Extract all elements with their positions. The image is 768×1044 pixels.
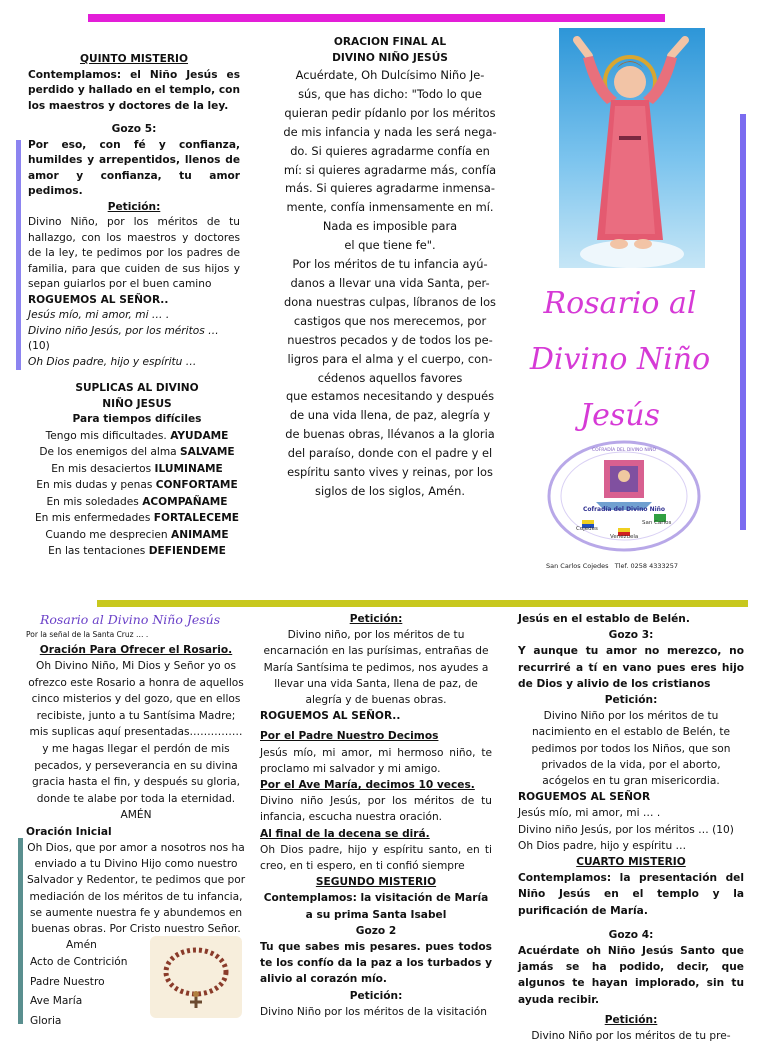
suplica-plea: CONFORTAME	[155, 479, 238, 491]
acto-contricion-item: Acto de Contrición	[30, 956, 128, 969]
oracion-line: Acuérdate, Oh Dulcísimo Niño Je-	[295, 68, 485, 82]
suplica-item	[28, 477, 246, 494]
oracion-line: del paraíso, donde con el padre y el	[287, 446, 493, 461]
roguemos-label: ROGUEMOS AL SEÑOR..	[28, 293, 169, 306]
suplica-plea: AYUDAME	[170, 429, 229, 442]
quinto-contemplation: Contemplamos: el Niño Jesús es perdido y hallado en el templo, con los maestros y doctores de la ley.	[28, 68, 240, 112]
oracion-line: siglos de los siglos, Amén.	[315, 483, 465, 498]
gozo-5-label: Gozo 5:	[111, 123, 157, 135]
final-decena-title: Al final de la decena se dirá.	[260, 827, 430, 840]
oracion-line: cédenos aquellos favores	[317, 370, 463, 385]
bottom-col-2	[260, 611, 492, 1020]
oracion-line: de mis infancia y nada les será nega-	[283, 124, 497, 139]
padre-nuestro-text: Jesús mío, mi amor, mi hermoso niño, te proclamo mi salvador y mi amigo.	[260, 746, 492, 775]
peticion-label: Petición:	[107, 200, 161, 213]
logo-ring-text: COFRADÍA DEL DIVINO NIÑO	[592, 448, 656, 453]
olive-divider-bar	[97, 600, 748, 607]
cover-title	[520, 276, 720, 444]
peticion-label-3: Petición:	[349, 989, 403, 1002]
roguemos-label-3: ROGUEMOS AL SEÑOR	[518, 791, 651, 804]
suplica-text: En mis enfermedades	[34, 512, 151, 524]
cofradia-logo	[546, 440, 702, 552]
peticion-label-5: Petición:	[604, 1013, 658, 1026]
rosary-image	[150, 936, 242, 1018]
violet-side-bar-right	[740, 114, 746, 530]
suplicas-title-1: SUPLICAS AL DIVINO	[75, 382, 199, 394]
oracion-line: Nada es imposible para	[322, 219, 458, 234]
prayer-line-1: Jesús mío, mi amor, mi … .	[28, 309, 170, 321]
suplica-item	[28, 444, 246, 461]
suplica-plea: FORTALECEME	[153, 512, 240, 524]
suplica-plea: ACOMPAÑAME	[142, 495, 228, 508]
prayer-line-b1: Jesús mío, mi amor, mi … .	[518, 807, 661, 820]
final-decena-text: Oh Dios padre, hijo y espíritu santo, en ti creo, en ti espero, en ti confió siempre	[260, 843, 492, 873]
violet-side-bar-left	[16, 140, 21, 370]
suplicas-section	[28, 381, 246, 560]
cover-title-line-2: Divino Niño	[529, 342, 711, 377]
suplica-plea: ILUMINAME	[154, 462, 223, 475]
suplica-text: En las tentaciones	[48, 545, 146, 557]
oracion-line: el que tiene fe".	[344, 238, 436, 253]
suplica-plea: SALVAME	[180, 446, 235, 458]
magenta-top-bar	[88, 14, 665, 22]
oracion-line: que estamos necesitando y después	[285, 389, 495, 404]
logo-left-text: Cojedes	[576, 526, 598, 532]
logo-bottom-text: Venezuela	[610, 534, 639, 540]
gozo-2-label: Gozo 2	[355, 924, 397, 937]
segundo-contemplation: Contemplamos: la visitación de María a su prima Santa Isabel	[263, 892, 489, 921]
roguemos-label-2: ROGUEMOS AL SEÑOR..	[260, 710, 401, 723]
oracion-line: ligros para el alma y el cuerpo, con-	[287, 351, 493, 366]
belen-line: Jesús en el establo de Belén.	[518, 613, 690, 625]
oracion-line: mente, confía inmensamente en mí.	[286, 200, 494, 215]
suplica-plea: ANIMAME	[171, 528, 229, 541]
oracion-line: quieran pedir pídanlo por los méritos	[284, 105, 496, 120]
rosary-icon	[150, 936, 242, 1018]
child-jesus-figure-icon	[559, 28, 705, 268]
suplica-text: Cuando me desprecien	[45, 528, 168, 541]
senal-cruz: Por la señal de la Santa Cruz … .	[26, 630, 149, 639]
suplicas-list	[28, 428, 246, 560]
oracion-final-column	[268, 34, 512, 501]
suplica-item	[28, 543, 246, 560]
ofrecer-text: Oh Divino Niño, Mi Dios y Señor yo os ofrezco este Rosario a honra de aquellos cinco misterios y del gozo, que en ellos recibiste, junto a tu Santísima Madre; mis suplicas aquí presentadas…………… y me hagas llegar el perdón de mis pecados, y perseverancia en su divina gracia hasta el fin, y después su gloria, donde te alabe por toda la eternidad. AMÉN	[28, 660, 244, 822]
rosario-script-title: Rosario al Divino Niño Jesús	[40, 612, 221, 627]
suplicas-subtitle: Para tiempos difíciles	[72, 413, 202, 425]
suplica-item	[28, 428, 246, 445]
oracion-line: mí: si quieres agradarme más, confía	[283, 162, 497, 177]
oracion-line: sús, que has dicho: "Todo lo que	[298, 86, 482, 101]
logo-banner-text: Cofradía del Divino Niño	[582, 506, 666, 513]
oracion-line: espíritu santo vives y reinas, por los	[287, 465, 493, 480]
suplica-item	[28, 461, 246, 478]
peticion-text-5: Divino Niño por los méritos de tu pre-	[531, 1030, 731, 1043]
suplica-text: Tengo mis dificultades.	[45, 429, 167, 442]
oracion-final-title-2: DIVINO NIÑO JESÚS	[332, 52, 448, 64]
ave-maria-title: Por el Ave María, decimos 10 veces.	[260, 779, 475, 792]
peticion-text-4: Divino Niño por los méritos de tu nacimiento en el establo de Belén, te pedimos por todos los Niños, que son privados de la vida, por el aborto, acógelos en tu gran misericordia.	[531, 710, 731, 788]
peticion-text-2: Divino niño, por los méritos de tu encarnación en las purísimas, entrañas de María Santísima te pedimos, nos ayudes a llevar una vida Santa, llena de paz, de alegría y de buenas obras.	[263, 629, 489, 707]
bottom-col-3	[518, 611, 744, 1044]
oracion-line: Por los méritos de tu infancia ayú-	[292, 257, 488, 272]
ave-maria-item: Ave María	[30, 995, 83, 1008]
oracion-line: de buenas obras, llévanos a la gloria	[285, 427, 495, 442]
gozo-4-text: Acuérdate oh Niño Jesús Santo que jamás se ha podido, decir, que algunos te hayan implorado, sin tu ayuda recibir.	[518, 945, 744, 1006]
teal-side-bar	[18, 838, 23, 1024]
amen-text: Amén	[66, 939, 97, 952]
prayer-line-2: Divino niño Jesús, por los méritos …	[28, 324, 219, 337]
gozo-4-label: Gozo 4:	[608, 928, 654, 941]
gozo-3-label: Gozo 3:	[608, 629, 654, 642]
suplica-text: De los enemigos del alma	[39, 446, 177, 458]
oracion-line: más. Si quieres agradarme inmensa-	[285, 181, 495, 196]
divino-nino-image	[559, 28, 705, 268]
oracion-line: danos a llevar una vida Santa, per-	[290, 275, 490, 290]
suplicas-title-2: NIÑO JESUS	[102, 397, 172, 410]
logo-right-text: San Carlos	[642, 520, 672, 526]
gozo-3-text: Y aunque tu amor no merezco, no recurriré a tí en vano pues eres hijo de Dios y alivio de los cristianos	[518, 645, 744, 690]
oracion-line: de una vida llena, de paz, alegría y	[289, 408, 491, 423]
cover-title-line-3: Jesús	[580, 398, 660, 433]
suplica-text: En mis dudas y penas	[36, 479, 153, 491]
gozo-2-text: Tu que sabes mis pesares. pues todos te los confío da la paz a los turbados y alivio al corazón mío.	[260, 941, 492, 986]
suplica-text: En mis soledades	[46, 495, 139, 508]
suplica-plea: DEFIENDEME	[148, 545, 226, 557]
peticion-label-2: Petición:	[349, 613, 403, 625]
prayer-line-3: Oh Dios padre, hijo y espíritu …	[28, 355, 197, 368]
peticion-label-4: Petición:	[604, 694, 658, 707]
cover-title-line-1: Rosario al	[543, 286, 697, 321]
oracion-line: castigos que nos merecemos, por	[293, 313, 487, 328]
suplica-text: En mis desaciertos	[51, 462, 152, 475]
ofrecer-title: Oración Para Ofrecer el Rosario.	[39, 644, 233, 656]
suplica-item	[28, 527, 246, 544]
peticion-text-3: Divino Niño por los méritos de la visitación	[260, 1005, 487, 1018]
inicial-title: Oración Inicial	[26, 825, 112, 838]
quinto-misterio-column	[28, 52, 240, 370]
prayer-line-b2: Divino niño Jesús, por los méritos … (10)	[518, 823, 734, 836]
oracion-line: do. Si quieres agradarme confía en	[290, 143, 490, 158]
gloria-item: Gloria	[30, 1014, 62, 1027]
inicial-text: Oh Dios, que por amor a nosotros nos ha enviado a tu Divino Hijo como nuestro Salvador y Redentor, te pedimos que por mediación de los méritos de tu infancia, se aumente nuestra fe y abundemos en buenas obras. Por Cristo nuestro Señor.	[26, 841, 246, 935]
cuarto-contemplation: Contemplamos: la presentación del Niño Jesús en el templo y la purificación de María.	[518, 872, 744, 917]
peticion-text: Divino Niño, por los méritos de tu hallazgo, con los maestros y doctores de la ley, te pedimos por los padres de familia, para que cuiden de sus hijos y sepan guiarlos por el buen camino	[28, 216, 240, 290]
ave-maria-text: Divino niño Jesús, por los méritos de tu infancia, escucha nuestra oración.	[260, 795, 492, 824]
cuarto-misterio-title: CUARTO MISTERIO	[576, 856, 686, 869]
suplica-item	[28, 510, 246, 527]
padre-nuestro-item: Padre Nuestro	[30, 975, 105, 988]
oracion-final-title-1: ORACION FINAL AL	[333, 36, 447, 48]
cover-footer-contact: San Carlos Cojedes Tlef. 0258 4333257	[546, 562, 679, 570]
oracion-final-text	[268, 66, 512, 501]
prayer-count: (10)	[28, 340, 50, 352]
gozo-5-text: Por eso, con fé y confianza, humildes y arrepentidos, llenos de amor y confianza, tu amor pedimos.	[28, 138, 240, 197]
suplica-item	[28, 494, 246, 511]
quinto-misterio-title: QUINTO MISTERIO	[79, 53, 189, 65]
segundo-misterio-title: SEGUNDO MISTERIO	[315, 876, 437, 889]
prayer-line-b3: Oh Dios padre, hijo y espíritu …	[518, 839, 687, 852]
padre-nuestro-title: Por el Padre Nuestro Decimos	[260, 730, 439, 743]
oracion-line: nuestros pecados y de todos los pe-	[287, 332, 493, 347]
oracion-line: dona nuestras culpas, líbranos de los	[283, 294, 496, 309]
